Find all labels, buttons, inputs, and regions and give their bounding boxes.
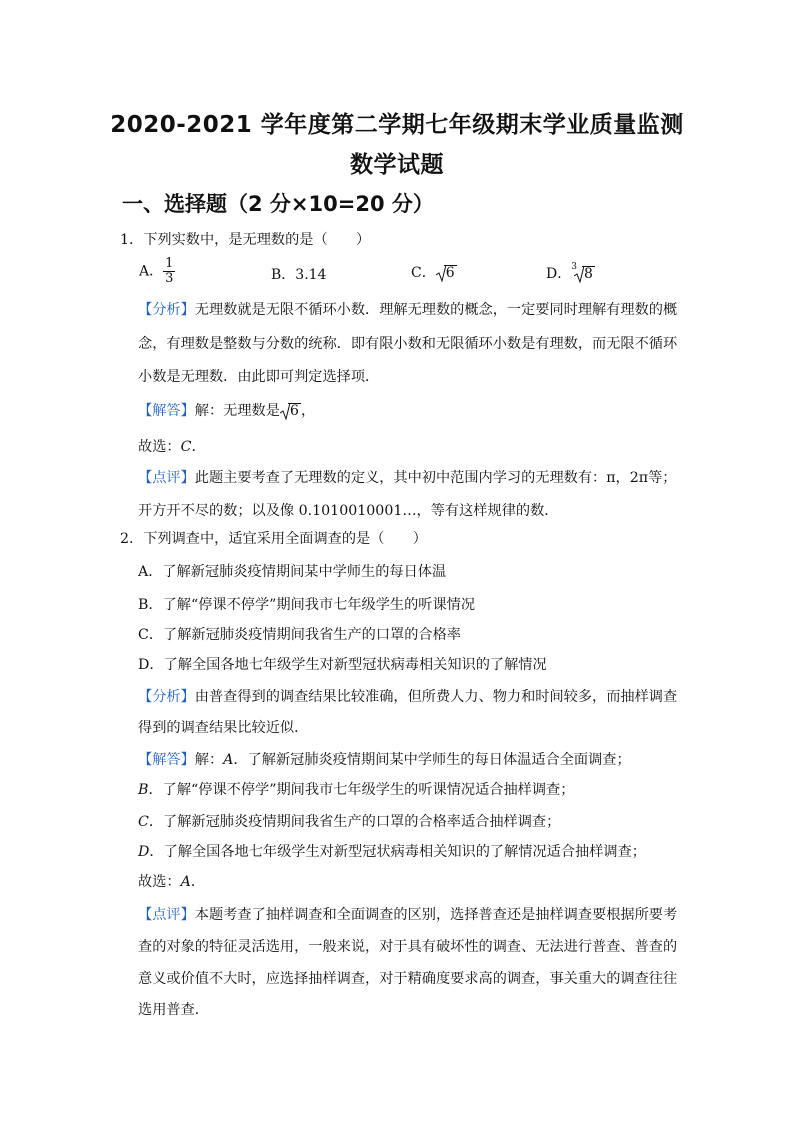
fraction-one-third — [163, 257, 175, 286]
option-c-prefix: C． — [411, 265, 436, 281]
radicand: 6 — [445, 265, 455, 281]
option-d-prefix: D． — [546, 266, 572, 282]
question-1-analysis-line3: 小数是无理数．由此即可判定选择项． — [138, 369, 380, 385]
question-1-analysis-line1 — [138, 299, 677, 319]
question-1-answer — [138, 400, 315, 420]
answer-letter: D — [138, 844, 150, 860]
question-2-option-a: A．了解新冠肺炎疫情期间某中学师生的每日体温 — [138, 564, 447, 580]
choose-prefix: 故选： — [138, 874, 181, 890]
question-2-answer-c — [138, 811, 560, 831]
choose-letter: A — [180, 874, 191, 890]
answer-text: ．了解新冠肺炎疫情期间某中学师生的每日体温适合全面调查； — [233, 752, 631, 768]
answer-lead: 解： — [194, 752, 224, 768]
question-1-option-b: B．3.14 — [271, 267, 327, 283]
comment-tag: 【点评】 — [138, 907, 195, 923]
question-1-option-c — [411, 262, 457, 282]
section-heading-choice: 一、选择题（2 分×10=20 分） — [122, 192, 434, 216]
comment-text: 此题主要考查了无理数的定义，其中初中范围内学习的无理数有：π，2π等； — [194, 470, 677, 486]
analysis-text: 由普查得到的调查结果比较准确，但所费人力、物力和时间较多，而抽样调查 — [194, 689, 678, 705]
question-1-comment-line2: 开方开不尽的数；以及像 0.1010010001…，等有这样规律的数． — [138, 503, 559, 519]
question-2-option-c: C．了解新冠肺炎疫情期间我省生产的口罩的合格率 — [138, 627, 461, 643]
answer-text: ．了解全国各地七年级学生对新型冠状病毒相关知识的了解情况适合抽样调查； — [149, 844, 646, 860]
radicand: 8 — [583, 266, 593, 282]
sqrt-6-answer — [280, 402, 301, 420]
question-2-comment-line3: 意义或价值不大时，应选择抽样调查，对于精确度要求高的调查，事关重大的调查往往 — [138, 971, 678, 987]
answer-text: ．了解新冠肺炎疫情期间我省生产的口罩的合格率适合抽样调查； — [148, 814, 561, 830]
question-1-stem: 1．下列实数中，是无理数的是（ ） — [120, 232, 371, 248]
answer-text: ．了解“停课不停学”期间我市七年级学生的听课情况适合抽样调查； — [148, 782, 575, 798]
question-1-option-d — [546, 262, 595, 283]
radicand: 6 — [289, 403, 299, 419]
fraction-numerator: 1 — [165, 256, 174, 271]
document-title-line2: 数学试题 — [350, 152, 444, 178]
root-index: 3 — [571, 262, 577, 272]
question-2-choose — [138, 871, 205, 891]
question-2-answer-b — [138, 779, 574, 799]
question-2-comment-line1 — [138, 904, 677, 924]
question-2-stem: 2．下列调查中，适宜采用全面调查的是（ ） — [120, 531, 427, 547]
choose-letter: C — [180, 439, 192, 455]
sqrt-6 — [436, 264, 457, 282]
cube-root-8 — [574, 265, 595, 283]
question-1-analysis-line2: 念，有理数是整数与分数的统称．即有限小数和无限循环小数是有理数，而无限不循环 — [138, 336, 678, 352]
question-2-analysis-line2: 得到的调查结果比较近似． — [138, 720, 309, 736]
question-2-answer-d — [138, 841, 646, 861]
question-1-option-a — [139, 257, 175, 286]
document-title-line1: 2020-2021 学年度第二学期七年级期末学业质量监测 — [110, 112, 684, 138]
analysis-text: 无理数就是无限不循环小数．理解无理数的概念，一定要同时理解有理数的概 — [194, 302, 678, 318]
question-2-option-b: B．了解“停课不停学”期间我市七年级学生的听课情况 — [138, 597, 476, 613]
choose-prefix: 故选： — [138, 439, 181, 455]
answer-letter: B — [138, 782, 149, 798]
question-1-comment-line1 — [138, 467, 676, 487]
question-2-answer-a — [138, 749, 631, 769]
question-2-comment-line4: 选用普查． — [138, 1002, 209, 1018]
question-2-comment-line2: 查的对象的特征灵活选用，一般来说，对于具有破坏性的调查、无法进行普查、普查的 — [138, 939, 678, 955]
answer-tag: 【解答】 — [138, 403, 195, 419]
choose-end: ． — [191, 439, 206, 455]
analysis-tag: 【分析】 — [138, 689, 195, 705]
choose-end: ． — [190, 874, 206, 890]
fraction-denominator: 3 — [165, 271, 174, 286]
analysis-tag: 【分析】 — [138, 302, 195, 318]
answer-letter: C — [138, 814, 149, 830]
question-2-analysis-line1 — [138, 686, 677, 706]
answer-tag: 【解答】 — [138, 752, 195, 768]
comment-text: 本题考查了抽样调查和全面调查的区别，选择普查还是抽样调查要根据所要考 — [194, 907, 678, 923]
answer-end: ， — [300, 403, 316, 419]
answer-text: 解：无理数是 — [194, 403, 280, 419]
answer-letter: A — [223, 752, 234, 768]
option-a-prefix: A． — [139, 263, 164, 280]
comment-tag: 【点评】 — [138, 470, 195, 486]
question-2-option-d: D．了解全国各地七年级学生对新型冠状病毒相关知识的了解情况 — [138, 657, 547, 673]
question-1-choose — [138, 436, 206, 456]
